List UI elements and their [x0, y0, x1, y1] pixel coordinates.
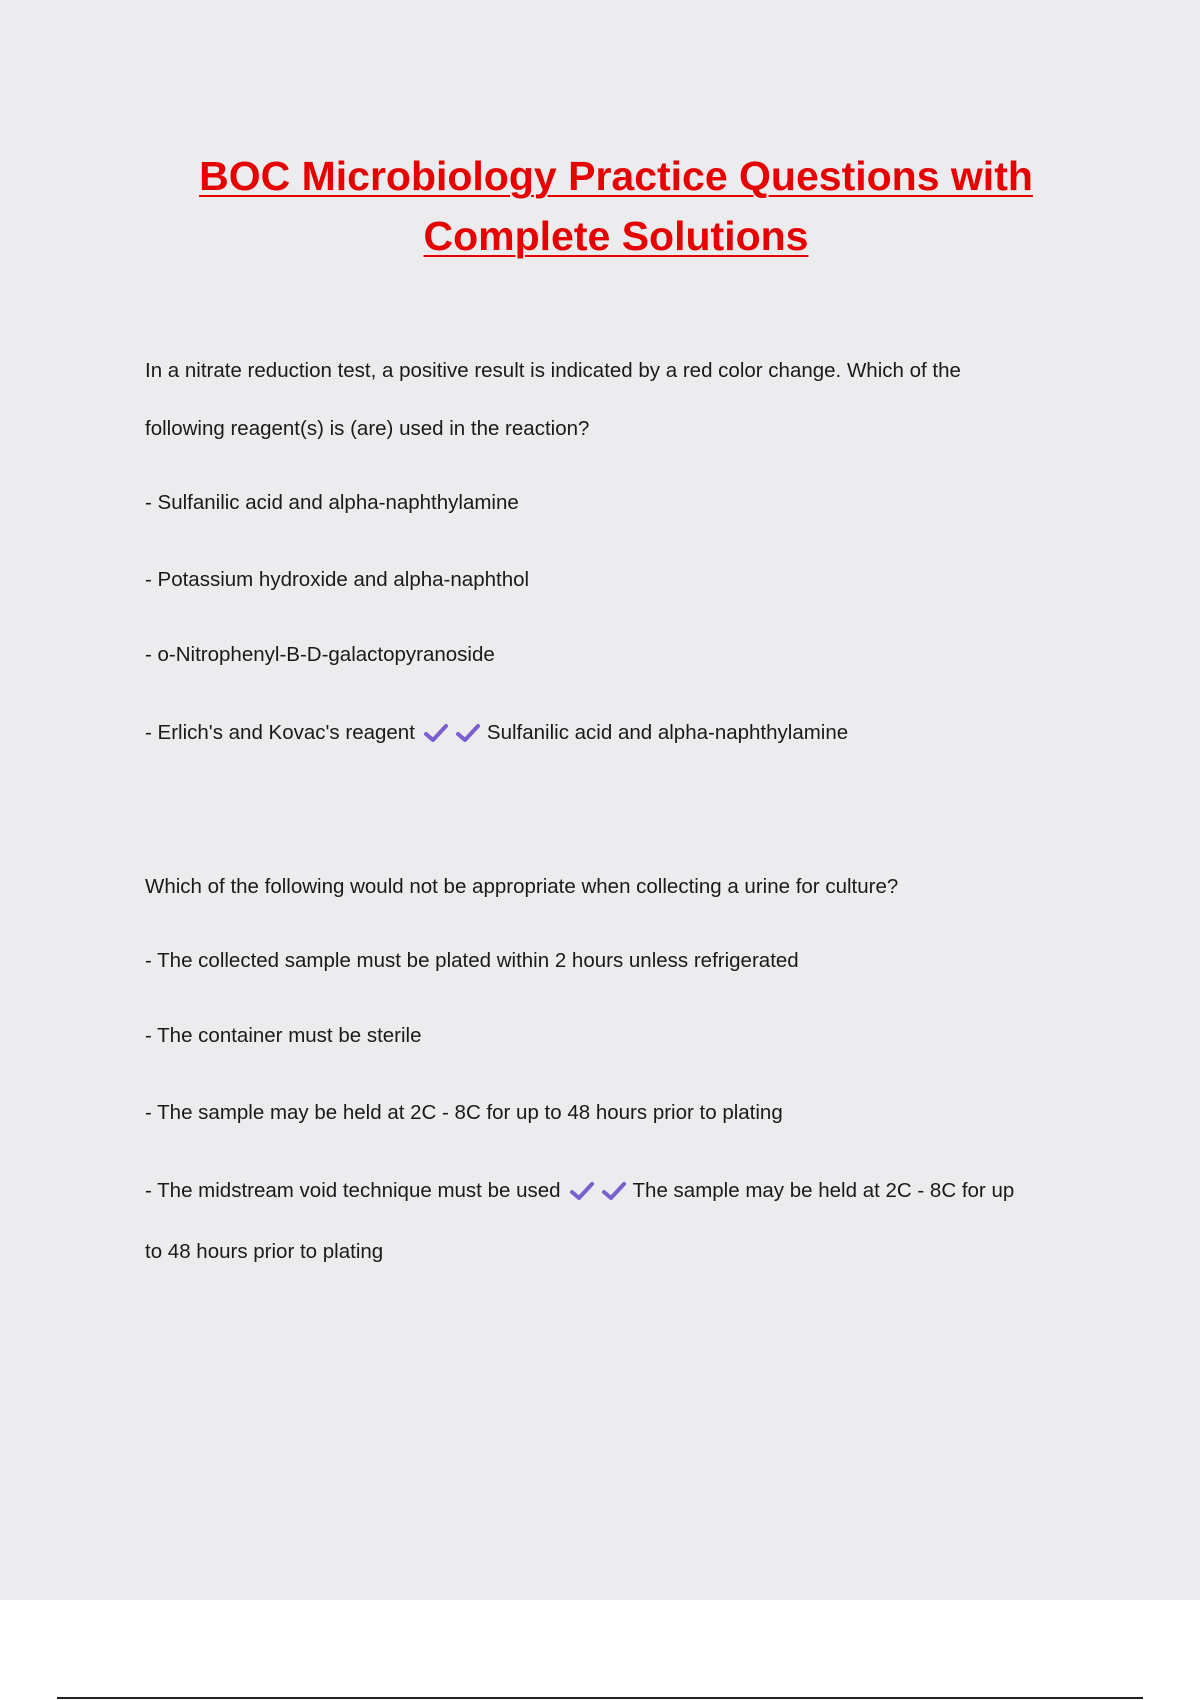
question-1-option-4: - Erlich's and Kovac's reagent — [145, 721, 415, 744]
question-2-option-1: - The collected sample must be plated within 2 hours unless refrigerated — [145, 949, 799, 972]
question-1-stem-line-1: In a nitrate reduction test, a positive result is indicated by a red color change. Which of the — [145, 359, 961, 382]
title-line-2: Complete Solutions — [423, 213, 809, 259]
question-1-option-3: - o-Nitrophenyl-B-D-galactopyranoside — [145, 643, 495, 666]
question-2-option-4: - The midstream void technique must be used — [145, 1179, 561, 1202]
document-title — [0, 146, 1200, 266]
check-icon — [423, 722, 449, 744]
question-2-stem: Which of the following would not be appropriate when collecting a urine for culture? — [145, 875, 899, 898]
question-2-answer-line-1: The sample may be held at 2C - 8C for up — [632, 1179, 1015, 1202]
question-1-option-1: - Sulfanilic acid and alpha-naphthylamine — [145, 491, 519, 514]
question-2-option-2: - The container must be sterile — [145, 1024, 422, 1047]
check-icon — [601, 1180, 627, 1202]
question-2-option-4-with-answer — [145, 1178, 1014, 1204]
question-1-option-2: - Potassium hydroxide and alpha-naphthol — [145, 568, 530, 591]
page-divider — [57, 1697, 1143, 1699]
question-2-answer-line-2: to 48 hours prior to plating — [145, 1240, 384, 1263]
question-1-option-4-with-answer — [145, 720, 848, 746]
check-icon — [569, 1180, 595, 1202]
title-line-1: BOC Microbiology Practice Questions with — [199, 153, 1033, 199]
question-2-option-3: - The sample may be held at 2C - 8C for up to 48 hours prior to plating — [145, 1101, 783, 1124]
check-icon — [455, 722, 481, 744]
question-1-stem-line-2: following reagent(s) is (are) used in the reaction? — [145, 417, 590, 440]
question-1-answer: Sulfanilic acid and alpha-naphthylamine — [486, 721, 849, 744]
